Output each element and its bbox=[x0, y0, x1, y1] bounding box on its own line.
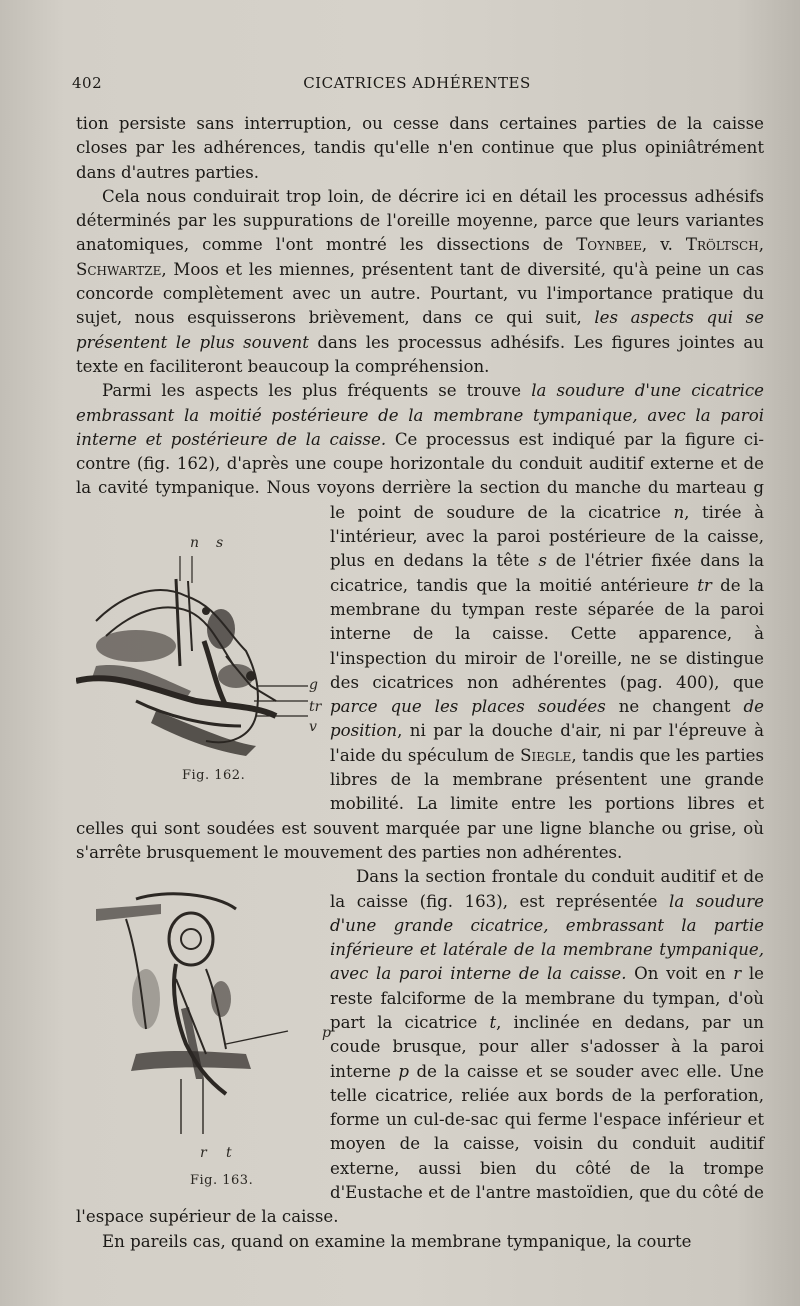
paragraph-1: tion persiste sans interruption, ou cesse dans certaines parties de la caisse closes par les adhérences, tandis qu'elle n'en continue que plus opiniâtrément dans d'autres parties. bbox=[76, 114, 764, 182]
label-r: r bbox=[200, 1145, 207, 1162]
page-number: 402 bbox=[72, 74, 103, 92]
label-tr: tr bbox=[309, 698, 322, 715]
label-p: p bbox=[322, 1025, 331, 1042]
body-text bbox=[76, 112, 764, 1254]
figure-163 bbox=[76, 879, 331, 1199]
label-n: n bbox=[190, 534, 200, 551]
label-s: s bbox=[216, 534, 224, 551]
paragraph-4: p r t Fig. 163. Dans la section frontale du conduit auditif et de la caisse (fig. 163), est représentée la soudure d'une grande cicatrice, embrassant la partie inférieure et latérale de la membrane tympanique, avec la paroi interne de la caisse. On voit en r le reste falciforme de la membrane du tympan, d'où part la cicatrice t, inclinée en dedans, par un coude brusque, pour aller s'adosser à la paroi interne p de la caisse et se souder avec elle. Une telle cicatrice, reliée aux bords de la perforation, forme un cul-de-sac qui ferme l'espace inférieur et moyen de la caisse, voisin du conduit auditif externe, aussi bien du côté de la trompe d'Eustache et de l'antre mastoïdien, que du côté de l'espace supérieur de la caisse. bbox=[76, 867, 764, 1227]
label-v: v bbox=[309, 718, 317, 735]
author-troltsch: Tröltsch bbox=[685, 235, 759, 255]
label-g: g bbox=[309, 676, 318, 693]
author-siegle: Siegle bbox=[520, 745, 572, 765]
paragraph-5: En pareils cas, quand on examine la membrane tympanique, la courte bbox=[102, 1231, 692, 1251]
figure-162-caption: Fig. 162. bbox=[182, 767, 246, 783]
label-t: t bbox=[226, 1145, 232, 1162]
paragraph-3: Parmi les aspects les plus fréquents se trouve la soudure d'une cicatrice embrassant la moitié postérieure de la membrane tympanique, avec la paroi interne et postérieure de la caisse. Ce processus est indiqué par la figure ci-contre (fig. 162), d'après une coupe horizontale du conduit auditif externe et de la cavité tympanique. Nous voyons derrière la section du manche du marteau n s g tr v Fig. 162. g le point de soudure de la cicatrice n, tirée à l'intérieur, avec la paroi postérieure de la caisse, plus en dedans la tête s de l'étrier fixée dans la cicatrice, tandis que la moitié antérieure tr de la membrane du tympan reste séparée de la paroi interne de la caisse. Cette apparence, à l'inspection du miroir de l'oreille, ne se distingue des cicatrices non adhérentes (pag. 400), que parce que les places soudées ne changent de position, ni par la douche d'air, ni par l'épreuve à l'aide du spéculum de Siegle, tandis que les parties libres de la membrane présentent une grande mobilité. La limite entre les portions libres et celles qui sont soudées est souvent marquée par une ligne blanche ou grise, où s'arrête brusquement le mouvement des parties non adhérentes. bbox=[76, 381, 764, 862]
running-title: CICATRICES ADHÉRENTES bbox=[303, 74, 531, 92]
author-schwartze: Schwartze bbox=[76, 259, 162, 279]
author-toynbee: Toynbee bbox=[576, 235, 642, 255]
page-header bbox=[72, 74, 762, 98]
figure-163-caption: Fig. 163. bbox=[190, 1173, 254, 1189]
figure-162 bbox=[76, 501, 320, 793]
paragraph-2: Cela nous conduirait trop loin, de décrire ici en détail les processus adhésifs déterminés par les suppurations de l'oreille moyenne, parce que leurs variantes anatomiques, comme l'ont montré les dissections de Toynbee, v. Tröltsch, Schwartze, Moos et les miennes, présentent tant de diversité, qu'à peine un cas concorde complètement avec un autre. Pourtant, vu l'importance pratique du sujet, nous esquisserons brièvement, dans ce qui suit, les aspects qui se présentent le plus souvent dans les processus adhésifs. Les figures jointes au texte en faciliteront beaucoup la compréhension. bbox=[76, 186, 764, 376]
